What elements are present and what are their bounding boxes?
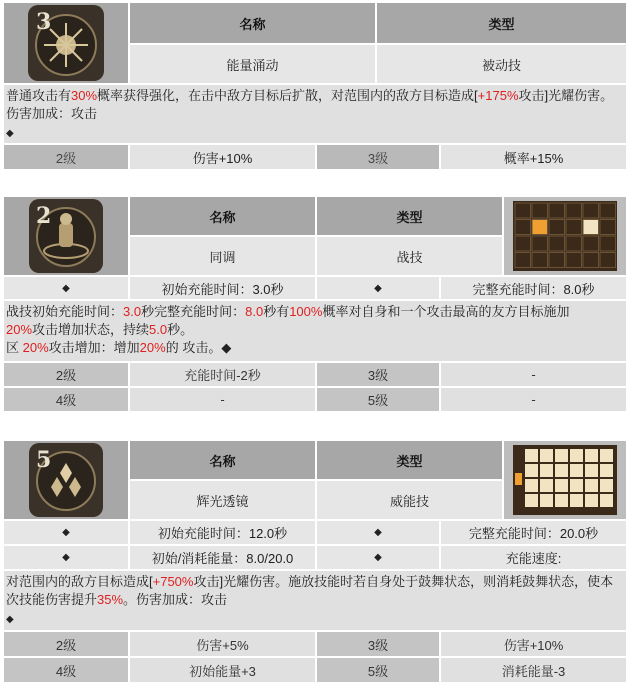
range-cell-area <box>525 494 538 507</box>
range-cell <box>600 203 616 218</box>
skill-description: 普通攻击有30%概率获得强化，在击中敌方目标后扩散，对范围内的敌方目标造成[+175%攻击]光耀伤害。伤害加成：攻击 ◆ <box>4 85 626 143</box>
range-cell <box>566 253 582 268</box>
level-effect: 伤害+5% <box>130 632 315 656</box>
range-cell <box>532 236 548 251</box>
range-cell-area <box>555 479 568 492</box>
range-cell-area <box>540 479 553 492</box>
range-cell <box>600 253 616 268</box>
skill-card-3 <box>4 441 626 686</box>
range-cell <box>532 203 548 218</box>
level-badge: 3 <box>36 9 52 35</box>
range-cell <box>549 253 565 268</box>
header-type: 类型 <box>377 3 626 43</box>
range-grid-icon <box>513 445 617 515</box>
range-cell-area <box>570 464 583 477</box>
level-effect: 概率+15% <box>441 145 626 169</box>
range-cell-area <box>585 449 598 462</box>
skill-name: 能量涌动 <box>130 45 375 83</box>
range-cell <box>566 203 582 218</box>
energy-surge-icon <box>28 5 104 81</box>
level-label: 2级 <box>4 363 128 386</box>
level-label: 4级 <box>4 388 128 411</box>
header-name: 名称 <box>130 441 315 479</box>
range-cell <box>600 220 616 235</box>
bullet: ◆ <box>4 521 128 544</box>
skill-name: 同调 <box>130 237 315 275</box>
range-cell-area <box>555 494 568 507</box>
skill-description: 对范围内的敌方目标造成[+750%攻击]光耀伤害。施放技能时若自身处于鼓舞状态，则消耗鼓舞状态，使本次技能伤害提升35%。伤害加成：攻击 ◆ <box>4 571 626 630</box>
bullet: ◆ <box>6 614 14 625</box>
range-cell <box>566 220 582 235</box>
full-charge-time: 完整充能时间：8.0秒 <box>441 277 626 299</box>
header-type: 类型 <box>317 197 502 235</box>
skill-description: 战技初始充能时间：3.0秒完整充能时间：8.0秒有100%概率对自身和一个攻击最高的友方目标施加 20%攻击增加状态，持续5.0秒。 区 20%攻击增加：增加20%的 攻击。◆ <box>4 301 626 361</box>
header-name: 名称 <box>130 197 315 235</box>
range-cell-area <box>570 479 583 492</box>
level-effect: 伤害+10% <box>441 632 626 656</box>
level-label: 3级 <box>317 363 439 386</box>
level-effect: 初始能量+3 <box>130 658 315 682</box>
bullet: ◆ <box>4 277 128 299</box>
skill-type: 战技 <box>317 237 502 275</box>
range-cell-area <box>600 449 613 462</box>
range-cell <box>549 203 565 218</box>
range-cell-area <box>555 464 568 477</box>
range-cell <box>532 253 548 268</box>
range-grid-box <box>504 197 626 275</box>
range-cell-area <box>555 449 568 462</box>
range-cell-self <box>515 473 522 485</box>
range-grid-box <box>504 441 626 519</box>
range-cell-area <box>585 494 598 507</box>
bullet: ◆ <box>317 546 439 569</box>
range-cell <box>583 253 599 268</box>
range-cell <box>583 203 599 218</box>
energy-cost: 初始/消耗能量：8.0/20.0 <box>130 546 315 569</box>
level-effect: - <box>441 388 626 411</box>
level-label: 2级 <box>4 145 128 169</box>
range-cell-self <box>532 220 548 235</box>
bullet: ◆ <box>317 277 439 299</box>
range-cell-area <box>540 494 553 507</box>
initial-charge-time: 初始充能时间：12.0秒 <box>130 521 315 544</box>
level-effect: 伤害+10% <box>130 145 315 169</box>
range-cell <box>515 236 531 251</box>
level-effect: 充能时间-2秒 <box>130 363 315 386</box>
range-cell <box>515 203 531 218</box>
header-type: 类型 <box>317 441 502 479</box>
header-name: 名称 <box>130 3 375 43</box>
initial-charge-time: 初始充能时间：3.0秒 <box>130 277 315 299</box>
level-badge: 2 <box>36 203 52 229</box>
range-cell-area <box>525 464 538 477</box>
skill-icon-box <box>4 3 128 83</box>
level-label: 2级 <box>4 632 128 656</box>
range-cell <box>583 236 599 251</box>
level-effect: 消耗能量-3 <box>441 658 626 682</box>
range-cell <box>549 236 565 251</box>
bullet: ◆ <box>6 128 14 139</box>
range-cell <box>515 253 531 268</box>
bullet: ◆ <box>4 546 128 569</box>
range-cell-target <box>583 220 599 235</box>
range-grid-icon <box>513 201 617 271</box>
range-cell-area <box>540 464 553 477</box>
range-cell-area <box>570 494 583 507</box>
range-cell-area <box>525 479 538 492</box>
range-cell-area <box>600 479 613 492</box>
level-badge: 5 <box>36 447 52 473</box>
level-effect: - <box>130 388 315 411</box>
skill-card-2 <box>4 197 626 413</box>
range-cell-area <box>525 449 538 462</box>
full-charge-time: 完整充能时间：20.0秒 <box>441 521 626 544</box>
range-cell-area <box>600 494 613 507</box>
skill-type: 威能技 <box>317 481 502 519</box>
range-cell <box>566 236 582 251</box>
range-cell-area <box>585 464 598 477</box>
range-cell-area <box>540 449 553 462</box>
level-label: 4级 <box>4 658 128 682</box>
skill-icon-box <box>4 197 128 275</box>
range-cell-area <box>570 449 583 462</box>
skill-name: 辉光透镜 <box>130 481 315 519</box>
level-label: 3级 <box>317 632 439 656</box>
skill-type: 被动技 <box>377 45 626 83</box>
range-cell <box>549 220 565 235</box>
resonance-icon <box>29 199 103 273</box>
skill-card-1 <box>4 3 626 169</box>
radiant-lens-icon <box>29 443 103 517</box>
range-cell-area <box>585 479 598 492</box>
level-effect: - <box>441 363 626 386</box>
skill-icon-box <box>4 441 128 519</box>
level-label: 5级 <box>317 388 439 411</box>
charge-speed: 充能速度: <box>441 546 626 569</box>
level-label: 5级 <box>317 658 439 682</box>
level-label: 3级 <box>317 145 439 169</box>
range-cell <box>600 236 616 251</box>
bullet: ◆ <box>317 521 439 544</box>
range-cell-area <box>600 464 613 477</box>
range-cell <box>515 220 531 235</box>
